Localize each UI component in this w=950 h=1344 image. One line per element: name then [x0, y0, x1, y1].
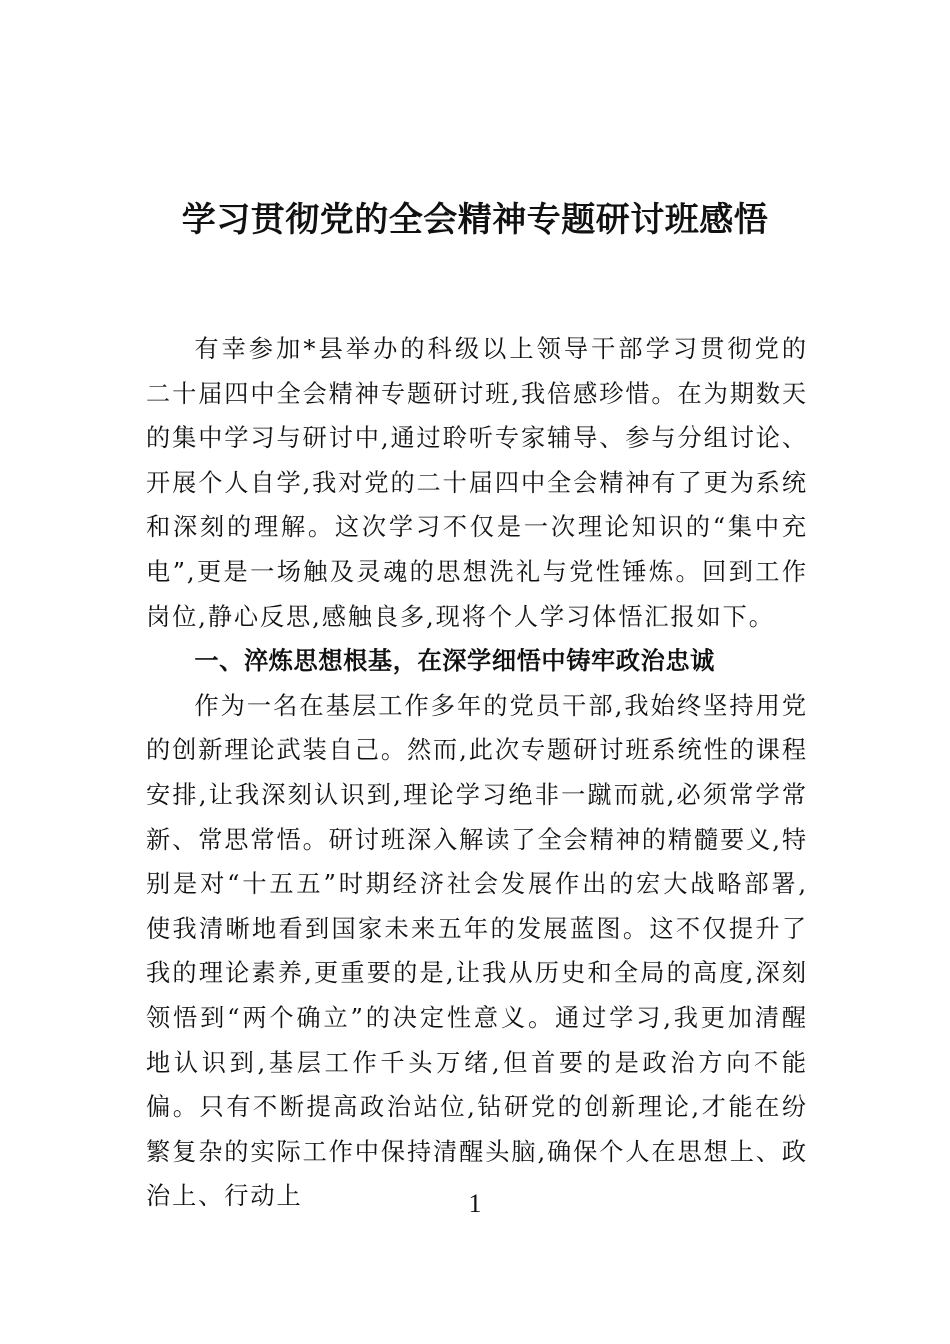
body-paragraph: 作为一名在基层工作多年的党员干部,我始终坚持用党的创新理论武装自己。然而,此次专题研讨班系统性的课程安排,让我深刻认识到,理论学习绝非一蹴而就,必须常学常新、常思常悟。研讨班深入解读了全会精神的精髓要义,特别是对“十五五”时期经济社会发展作出的宏大战略部署,使我清晰地看到国家未来五年的发展蓝图。这不仅提升了我的理论素养,更重要的是,让我从历史和全局的高度,深刻领悟到“两个确立”的决定性意义。通过学习,我更加清醒地认识到,基层工作千头万绪,但首要的是政治方向不能偏。只有不断提高政治站位,钻研党的创新理论,才能在纷繁复杂的实际工作中保持清醒头脑,确保个人在思想上、政治上、行动上	[146, 691, 808, 1211]
intro-paragraph: 有幸参加*县举办的科级以上领导干部学习贯彻党的二十届四中全会精神专题研讨班,我倍感珍惜。在为期数天的集中学习与研讨中,通过聆听专家辅导、参与分组讨论、开展个人自学,我对党的二十届四中全会精神有了更为系统和深刻的理解。这次学习不仅是一次理论知识的“集中充电”,更是一场触及灵魂的思想洗礼与党性锤炼。回到工作岗位,静心反思,感触良多,现将个人学习体悟汇报如下。	[146, 335, 808, 631]
document-title: 学习贯彻党的全会精神专题研讨班感悟	[181, 200, 769, 240]
document-body	[146, 327, 808, 1219]
section-heading: 一、淬炼思想根基，在深学细悟中铸牢政治忠诚	[194, 647, 715, 676]
page-number: 1	[468, 1189, 482, 1218]
